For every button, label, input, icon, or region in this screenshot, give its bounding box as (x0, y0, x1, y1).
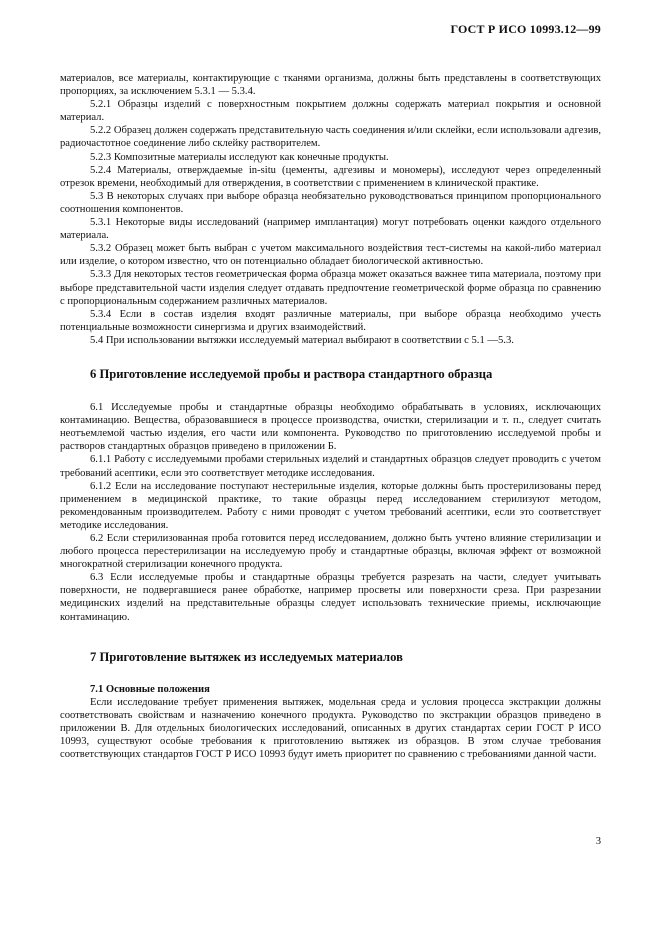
paragraph-5-4: 5.4 При использовании вытяжки исследуемый материал выбирают в соответствии с 5.1 —5.3. (90, 334, 514, 346)
section-6-title: 6 Приготовление исследуемой пробы и раствора стандартного образца (90, 366, 493, 381)
paragraph-7-1: Если исследование требует применения вытяжек, модельная среда и условия процесса экстракции должны соответствовать свойствам и назначению конечного продукта. Руководство по экстракции образцов приведено в приложении В. Для отдельных биологических исследований, описанных в других стандартах серии ГОСТ Р ИСО 10993, существуют особые требования к приготовлению вытяжек из образцов. В этом случае требования соответствующих стандартов ГОСТ Р ИСО 10993 будут иметь приоритет по сравнению с требованиями данной части. (60, 696, 601, 761)
page-content (60, 72, 601, 761)
paragraph-6-1-1: 6.1.1 Работу с исследуемыми пробами стерильных изделий и стандартных образцов следует проводить с учетом требований асептики, если это соответствует методике исследования. (60, 454, 601, 479)
paragraph-5-3-1: 5.3.1 Некоторые виды исследований (например имплантация) могут потребовать оценки каждого отдельного материала. (60, 217, 601, 242)
paragraph-5-3-4: 5.3.4 Если в состав изделия входят различные материалы, при выборе образца необходимо учесть потенциальные возможности синергизма и других взаимодействий. (60, 308, 601, 333)
section-7-title: 7 Приготовление вытяжек из исследуемых материалов (90, 649, 403, 664)
paragraph-continuation: материалов, все материалы, контактирующие с тканями организма, должны быть представлены в соответствующих пропорциях, за исключением 5.3.1 — 5.3.4. (60, 73, 601, 98)
paragraph-5-2-1: 5.2.1 Образцы изделий с поверхностным покрытием должны содержать материал покрытия и основной материал. (60, 99, 601, 124)
document-header: ГОСТ Р ИСО 10993.12—99 (450, 22, 601, 36)
paragraph-6-1-2: 6.1.2 Если на исследование поступают нестерильные изделия, которые должны быть простерилизованы перед применением в медицинской практике, то такие образцы перед исследованием стерилизуют методом, рекомендованным производителем. Работу с ними проводят с учетом требований асептики, если это соответствует методике исследования. (60, 480, 601, 531)
paragraph-5-3: 5.3 В некоторых случаях при выборе образца необязательно руководствоваться принципом пропорционального соотношения компонентов. (60, 190, 601, 215)
paragraph-6-1: 6.1 Исследуемые пробы и стандартные образцы необходимо обрабатывать в условиях, исключающих контаминацию. Вещества, образовавшиеся в процессе производства, очистки, стерилизации и т. п., следует считать неотъемлемой частью изделия, его части или компонента. Руководство по приготовлению исследуемой пробы и растворов стандартных образцов приведено в приложении Б. (60, 402, 601, 453)
subsection-7-1-title: 7.1 Основные положения (90, 683, 210, 695)
paragraph-5-2-4: 5.2.4 Материалы, отверждаемые in-situ (цементы, адгезивы и мономеры), исследуют через определенный отрезок времени, необходимый для отверждения, в соответствии с применением в клинической практике. (60, 164, 601, 189)
page-number: 3 (595, 836, 601, 847)
paragraph-6-3: 6.3 Если исследуемые пробы и стандартные образцы требуется разрезать на части, следует учитывать поверхности, не подвергавшиеся ранее обработке, например просветы или поверхности среза. При разрезании медицинских изделий на представительные образцы следует использовать технические приемы, исключающие контаминацию. (60, 572, 601, 623)
paragraph-5-2-2: 5.2.2 Образец должен содержать представительную часть соединения и/или склейки, если использовали адгезив, радиочастотное соединение либо склейку растворителем. (60, 125, 602, 150)
paragraph-5-3-3: 5.3.3 Для некоторых тестов геометрическая форма образца может оказаться важнее типа материала, поэтому при выборе представительной части изделия следует отдавать предпочтение геометрической форме образца по сравнению с пропорциональным содержанием различных материалов. (60, 269, 601, 307)
paragraph-5-2-3: 5.2.3 Композитные материалы исследуют как конечные продукты. (90, 151, 389, 163)
paragraph-5-3-2: 5.3.2 Образец может быть выбран с учетом максимального воздействия тест-системы на какой-либо материал или изделие, о котором известно, что он потенциально обладает биологической активностью. (60, 243, 601, 268)
paragraph-6-2: 6.2 Если стерилизованная проба готовится перед исследованием, должно быть учтено влияние стерилизации и любого процесса перестерилизации на исследуемую пробу и стандартные образцы, включая эффект от возможной многократной стерилизации конечного продукта. (60, 533, 601, 571)
